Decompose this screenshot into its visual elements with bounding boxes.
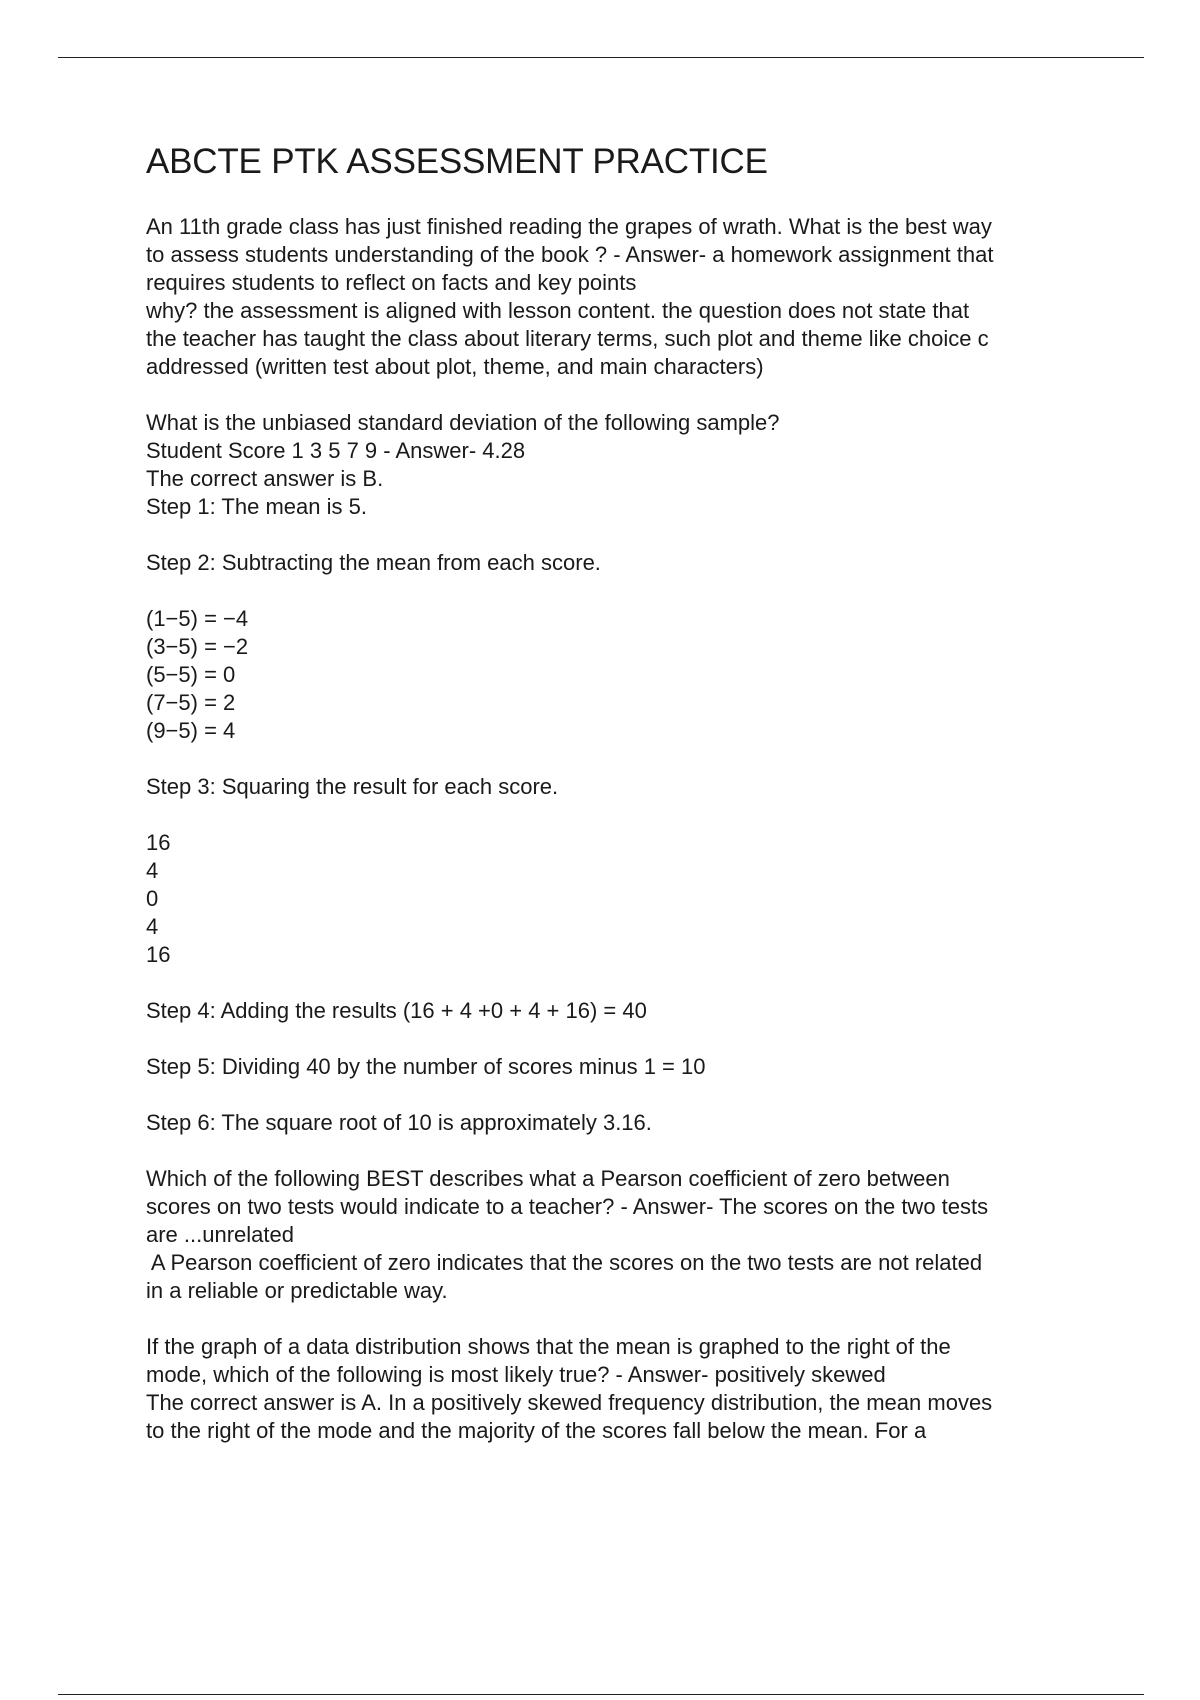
text-line: to assess students understanding of the book ? - Answer- a homework assignment that: [146, 242, 994, 267]
square-value: 4: [146, 914, 159, 939]
text-line: The correct answer is A. In a positively skewed frequency distribution, the mean moves: [146, 1390, 993, 1415]
difference-line: (9−5) = 4: [146, 718, 236, 743]
text-line: are ...unrelated: [146, 1222, 294, 1247]
text-line: why? the assessment is aligned with lesson content. the question does not state that: [146, 298, 970, 323]
square-value: 16: [146, 942, 171, 967]
page-title: ABCTE PTK ASSESSMENT PRACTICE: [146, 142, 768, 181]
text-line: to the right of the mode and the majority of the scores fall below the mean. For a: [146, 1418, 927, 1443]
text-line: An 11th grade class has just finished reading the grapes of wrath. What is the best way: [146, 214, 992, 239]
spacer: [146, 1137, 1086, 1165]
spacer: [146, 1081, 1086, 1109]
text-line: The correct answer is B.: [146, 466, 384, 491]
step-3: Step 3: Squaring the result for each score.: [146, 774, 559, 799]
difference-line: (1−5) = −4: [146, 606, 249, 631]
step-2: Step 2: Subtracting the mean from each score.: [146, 550, 601, 575]
question-2: [146, 409, 1086, 1137]
bottom-rule: [58, 1694, 1144, 1695]
text-line: Which of the following BEST describes what a Pearson coefficient of zero between: [146, 1166, 950, 1191]
text-line: in a reliable or predictable way.: [146, 1278, 448, 1303]
step-6: Step 6: The square root of 10 is approximately 3.16.: [146, 1110, 652, 1135]
difference-line: (5−5) = 0: [146, 662, 236, 687]
square-value: 0: [146, 886, 159, 911]
question-1: [146, 213, 1086, 381]
text-line: Student Score 1 3 5 7 9 - Answer- 4.28: [146, 438, 526, 463]
text-line: requires students to reflect on facts and key points: [146, 270, 637, 295]
spacer: [146, 801, 1086, 829]
spacer: [146, 969, 1086, 997]
square-value: 16: [146, 830, 171, 855]
spacer: [146, 577, 1086, 605]
step-4: Step 4: Adding the results (16 + 4 +0 + 4 + 16) = 40: [146, 998, 647, 1023]
text-line: mode, which of the following is most likely true? - Answer- positively skewed: [146, 1362, 886, 1387]
text-line: If the graph of a data distribution shows that the mean is graphed to the right of the: [146, 1334, 951, 1359]
spacer: [146, 1305, 1086, 1333]
spacer: [146, 1025, 1086, 1053]
question-3: [146, 1165, 1086, 1305]
text-line: Step 1: The mean is 5.: [146, 494, 367, 519]
spacer: [146, 745, 1086, 773]
spacer: [146, 521, 1086, 549]
text-line: the teacher has taught the class about literary terms, such plot and theme like choice c: [146, 326, 989, 351]
square-value: 4: [146, 858, 159, 883]
step-5: Step 5: Dividing 40 by the number of scores minus 1 = 10: [146, 1054, 706, 1079]
document-body: [146, 140, 1086, 1445]
question-4: [146, 1333, 1086, 1445]
text-line: addressed (written test about plot, theme, and main characters): [146, 354, 764, 379]
text-line: A Pearson coefficient of zero indicates that the scores on the two tests are not related: [146, 1250, 983, 1275]
top-rule: [58, 57, 1144, 58]
text-line: What is the unbiased standard deviation of the following sample?: [146, 410, 780, 435]
text-line: scores on two tests would indicate to a teacher? - Answer- The scores on the two tests: [146, 1194, 989, 1219]
spacer: [146, 381, 1086, 409]
difference-line: (3−5) = −2: [146, 634, 249, 659]
difference-line: (7−5) = 2: [146, 690, 236, 715]
